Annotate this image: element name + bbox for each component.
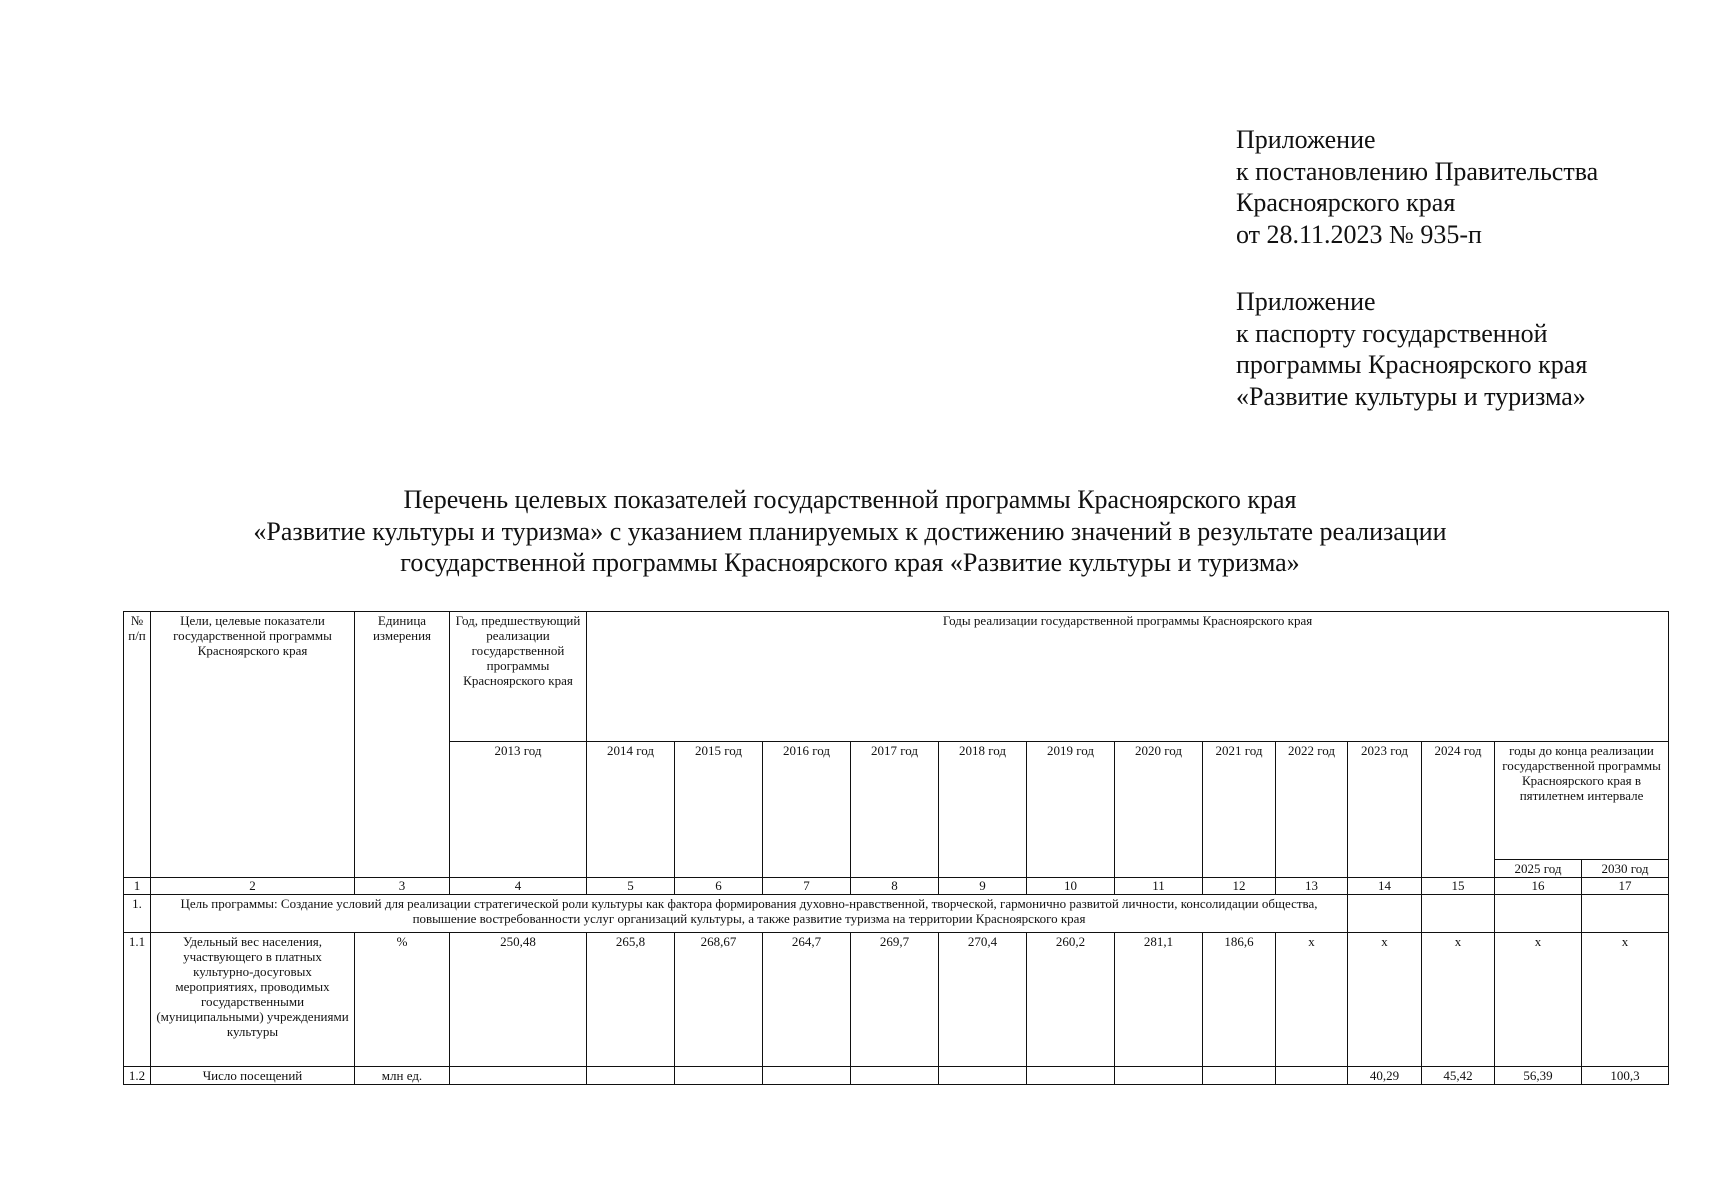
annex-line: программы Красноярского края <box>1236 350 1588 379</box>
header-year: 2020 год <box>1115 742 1203 878</box>
value-cell: 45,42 <box>1422 1067 1495 1085</box>
column-numbers-row <box>124 878 1669 895</box>
header-year: 2023 год <box>1348 742 1422 878</box>
header-interval-year: 2025 год <box>1495 860 1582 878</box>
value-cell: 281,1 <box>1115 933 1203 1067</box>
header-unit: Единица измерения <box>355 612 450 878</box>
header-year: 2022 год <box>1276 742 1348 878</box>
annex-line: к паспорту государственной <box>1236 318 1548 348</box>
title-line: государственной программы Красноярского края «Развитие культуры и туризма» <box>400 548 1300 577</box>
value-cell <box>763 1067 851 1085</box>
header-years-group: Годы реализации государственной программы Красноярского края <box>587 612 1669 742</box>
value-cell <box>1276 1067 1348 1085</box>
value-cell <box>1115 1067 1203 1085</box>
row-num: 1.1 <box>124 933 151 1067</box>
col-number: 13 <box>1276 878 1348 895</box>
goal-row <box>124 895 1669 933</box>
col-number: 12 <box>1203 878 1276 895</box>
header-year: 2024 год <box>1422 742 1495 878</box>
empty-cell <box>1348 895 1422 933</box>
header-interval: годы до конца реализации государственной программы Красноярского края в пятилетнем интервале <box>1495 742 1669 860</box>
col-number: 6 <box>675 878 763 895</box>
goal-text: Цель программы: Создание условий для реализации стратегической роли культуры как фактора формирования духовно-нравственной, творческой, гармонично развитой личности, консолидации общества, повышение востребованности услуг организаций культуры, а также развитие туризма на территории Красноярского края <box>151 895 1348 933</box>
indicator-unit: % <box>355 933 450 1067</box>
indicator-unit: млн ед. <box>355 1067 450 1085</box>
value-cell: 270,4 <box>939 933 1027 1067</box>
annex-line: Приложение <box>1236 287 1376 316</box>
value-cell <box>450 1067 587 1085</box>
header-2013: 2013 год <box>450 742 587 878</box>
header-year: 2021 год <box>1203 742 1276 878</box>
value-cell <box>851 1067 939 1085</box>
value-cell: х <box>1348 933 1422 1067</box>
value-cell: 40,29 <box>1348 1067 1422 1085</box>
document-title <box>100 484 1600 579</box>
goal-num: 1. <box>124 895 151 933</box>
row-num: 1.2 <box>124 1067 151 1085</box>
indicators-table <box>123 611 1669 1085</box>
header-year: 2016 год <box>763 742 851 878</box>
col-number: 4 <box>450 878 587 895</box>
empty-cell <box>1422 895 1495 933</box>
header-year: 2017 год <box>851 742 939 878</box>
value-cell: 260,2 <box>1027 933 1115 1067</box>
col-number: 7 <box>763 878 851 895</box>
value-cell: 268,67 <box>675 933 763 1067</box>
value-cell: 56,39 <box>1495 1067 1582 1085</box>
col-number: 15 <box>1422 878 1495 895</box>
col-number: 3 <box>355 878 450 895</box>
value-cell: х <box>1276 933 1348 1067</box>
indicator-name: Удельный вес населения, участвующего в платных культурно-досуговых мероприятиях, проводимых государственными (муниципальными) учреждениями культуры <box>151 933 355 1067</box>
header-year: 2014 год <box>587 742 675 878</box>
annex-line: Красноярского края <box>1236 188 1456 217</box>
title-line: «Развитие культуры и туризма» с указанием планируемых к достижению значений в результате реализации <box>253 516 1447 546</box>
header-prev-year: Год, предшествующий реализации государственной программы Красноярского края <box>450 612 587 742</box>
col-number: 11 <box>1115 878 1203 895</box>
table-row <box>124 1067 1669 1085</box>
empty-cell <box>1495 895 1582 933</box>
value-cell: 186,6 <box>1203 933 1276 1067</box>
header-goals: Цели, целевые показатели государственной программы Красноярского края <box>151 612 355 878</box>
header-interval-year: 2030 год <box>1582 860 1669 878</box>
annex-line: от 28.11.2023 № 935-п <box>1236 219 1482 249</box>
col-number: 14 <box>1348 878 1422 895</box>
empty-cell <box>1582 895 1669 933</box>
header-num: № п/п <box>124 612 151 878</box>
col-number: 9 <box>939 878 1027 895</box>
value-cell: 265,8 <box>587 933 675 1067</box>
header-year: 2019 год <box>1027 742 1115 878</box>
annex-line: «Развитие культуры и туризма» <box>1236 381 1586 411</box>
annex-to-resolution <box>1236 124 1598 250</box>
col-number: 2 <box>151 878 355 895</box>
annex-line: Приложение <box>1236 125 1376 154</box>
header-year: 2015 год <box>675 742 763 878</box>
header-year: 2018 год <box>939 742 1027 878</box>
col-number: 17 <box>1582 878 1669 895</box>
col-number: 8 <box>851 878 939 895</box>
col-number: 1 <box>124 878 151 895</box>
table-row <box>124 933 1669 1067</box>
annex-to-passport <box>1236 286 1587 412</box>
value-cell: х <box>1495 933 1582 1067</box>
value-cell <box>939 1067 1027 1085</box>
value-cell <box>1027 1067 1115 1085</box>
col-number: 16 <box>1495 878 1582 895</box>
value-cell: х <box>1582 933 1669 1067</box>
value-cell: 269,7 <box>851 933 939 1067</box>
annex-line: к постановлению Правительства <box>1236 156 1599 186</box>
title-line: Перечень целевых показателей государственной программы Красноярского края <box>403 485 1297 514</box>
value-cell: 250,48 <box>450 933 587 1067</box>
value-cell <box>675 1067 763 1085</box>
col-number: 5 <box>587 878 675 895</box>
value-cell <box>1203 1067 1276 1085</box>
value-cell: 264,7 <box>763 933 851 1067</box>
col-number: 10 <box>1027 878 1115 895</box>
value-cell <box>587 1067 675 1085</box>
indicator-name: Число посещений <box>151 1067 355 1085</box>
value-cell: х <box>1422 933 1495 1067</box>
value-cell: 100,3 <box>1582 1067 1669 1085</box>
